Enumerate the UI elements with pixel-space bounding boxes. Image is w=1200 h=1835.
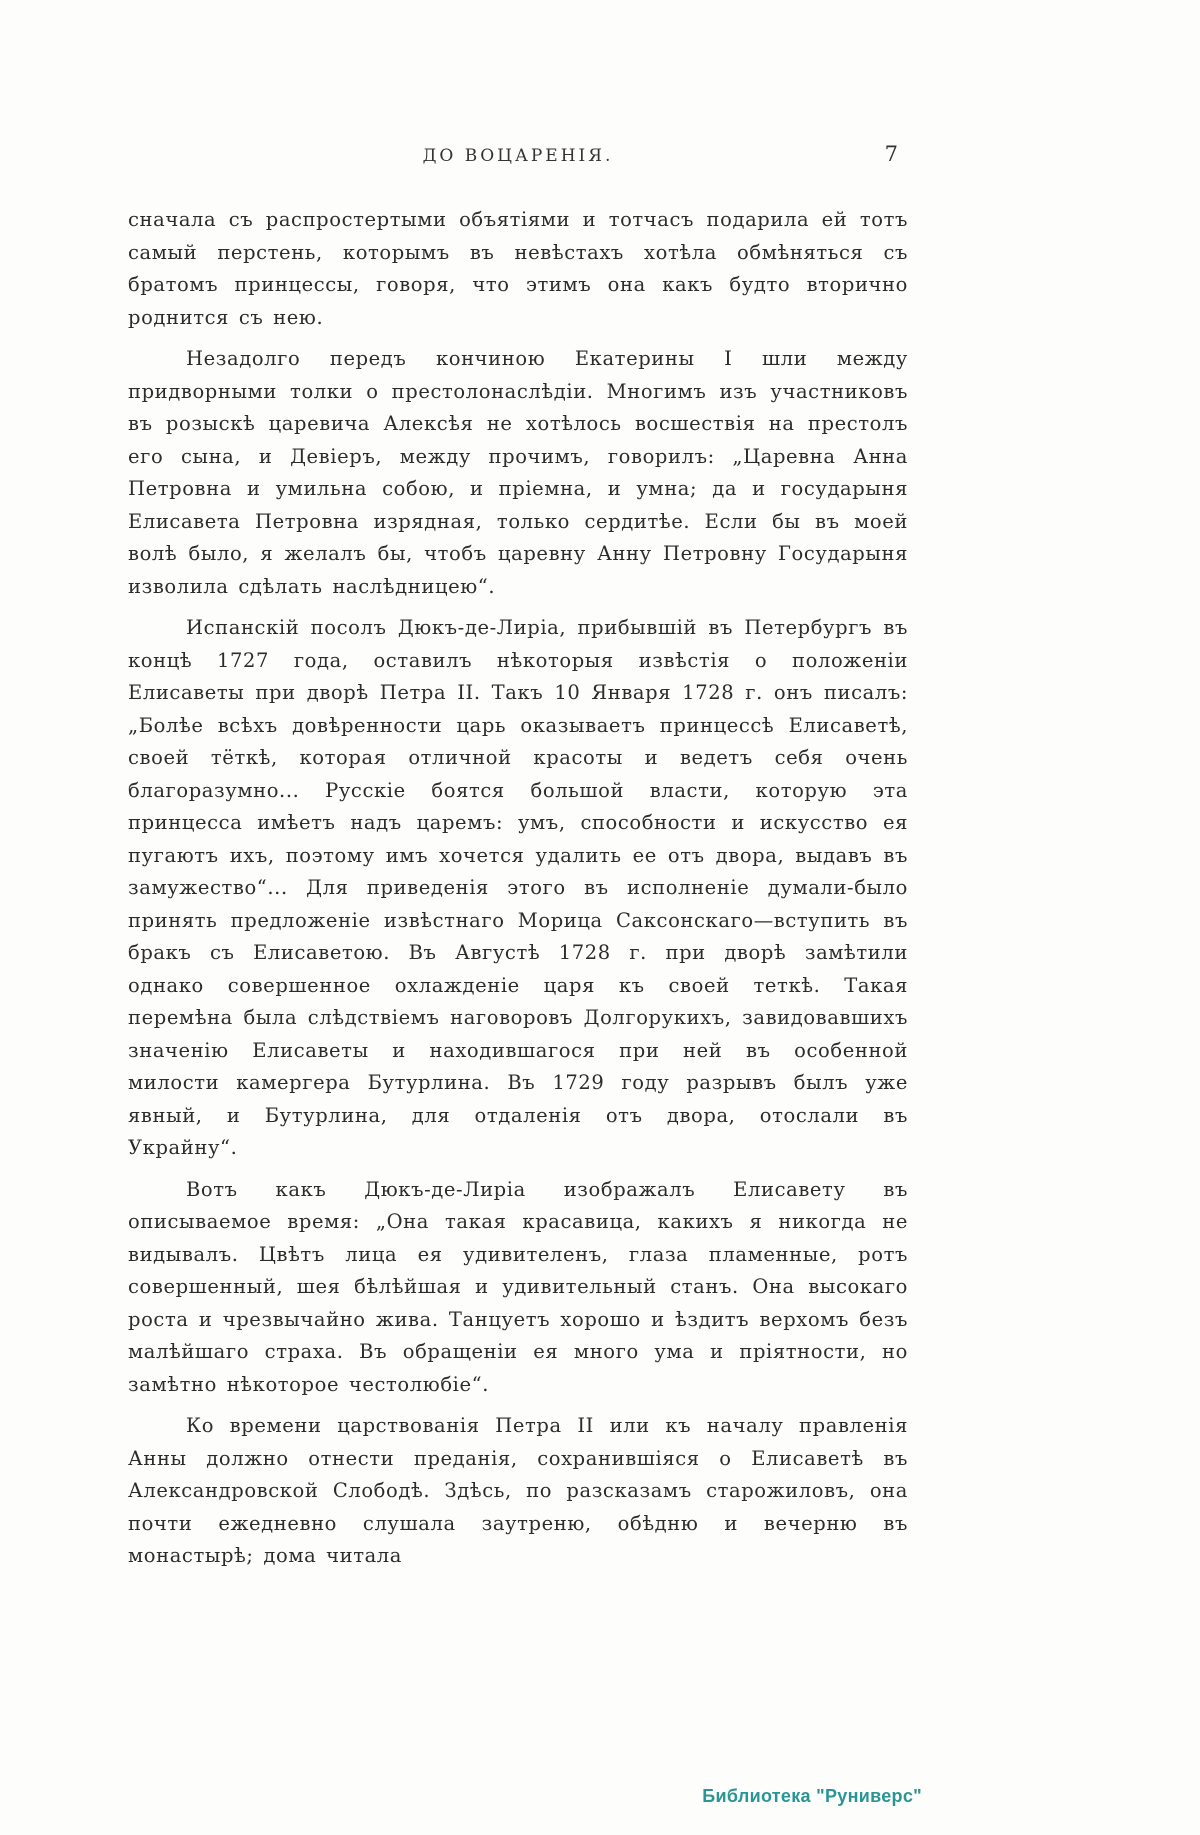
paragraph: Незадолго передъ кончиною Екатерины I шли между придворными толки о престолонаслѣдіи. Многимъ изъ участниковъ въ розыскѣ царевича Алексѣя не хотѣлось восшествія на престолъ его сына, и Девіеръ, между прочимъ, говорилъ: „Царевна Анна Петровна и умильна собою, и пріемна, и умна; да и государыня Елисавета Петровна изрядная, только сердитѣе. Если бы въ моей волѣ было, я желалъ бы, чтобъ царевну Анну Петровну Государыня изволила сдѣлать наслѣдницею“. — [128, 347, 908, 598]
paragraph: Вотъ какъ Дюкъ-де-Лиріа изображалъ Елисавету въ описываемое время: „Она такая красавица, какихъ я никогда не видывалъ. Цвѣтъ лица ея удивителенъ, глаза пламенные, ротъ совершенный, шея бѣлѣйшая и удивительный станъ. Она высокаго роста и чрезвычайно жива. Танцуетъ хорошо и ѣздитъ верхомъ безъ малѣйшаго страха. Въ обращеніи ея много ума и пріятности, но замѣтно нѣкоторое честолюбіе“. — [128, 1177, 908, 1396]
library-watermark: Библиотека "Руниверс" — [702, 1786, 922, 1806]
page-number: 7 — [884, 142, 898, 166]
page-content — [128, 142, 908, 1582]
paragraph: Испанскій посолъ Дюкъ-де-Лиріа, прибывшій въ Петербургъ въ концѣ 1727 года, оставилъ нѣкоторыя извѣстія о положеніи Елисаветы при дворѣ Петра II. Такъ 10 Января 1728 г. онъ писалъ: „Болѣе всѣхъ довѣренности царь оказываетъ принцессѣ Елисаветѣ, своей тёткѣ, которая отличной красоты и ведетъ себя очень благоразумно... Русскіе боятся большой власти, которую эта принцесса имѣетъ надъ царемъ: умъ, способности и искусство ея пугаютъ ихъ, поэтому имъ хочется удалить ее отъ двора, выдавъ въ замужество“... Для приведенія этого въ исполненіе думали-было принять предложеніе извѣстнаго Морица Саксонскаго—вступить въ бракъ съ Елисаветою. Въ Августѣ 1728 г. при дворѣ замѣтили однако совершенное охлажденіе царя къ своей теткѣ. Такая перемѣна была слѣдствіемъ наговоровъ Долгорукихъ, завидовавшихъ значенію Елисаветы и находившагося при ней въ особенной милости камергера Бутурлина. Въ 1729 году разрывъ былъ уже явный, и Бутурлина, для отдаленія отъ двора, отослали въ Украйну“. — [128, 616, 908, 1159]
running-head — [128, 142, 908, 176]
paragraph: Ко времени царствованія Петра II или къ началу правленія Анны должно отнести преданія, сохранившіяся о Елисаветѣ въ Александровской Слободѣ. Здѣсь, по разсказамъ старожиловъ, она почти ежедневно слушала заутреню, обѣдню и вечерню въ монастырѣ; дома читала — [128, 1414, 908, 1567]
page-header-title: ДО ВОЦАРЕНІЯ. — [422, 146, 614, 166]
body-text — [128, 204, 908, 1573]
paragraph: сначала съ распростертыми объятіями и тотчасъ подарила ей тотъ самый перстень, которымъ въ невѣстахъ хотѣла обмѣняться съ братомъ принцессы, говоря, что этимъ она какъ будто вторично роднится съ нею. — [128, 208, 908, 329]
